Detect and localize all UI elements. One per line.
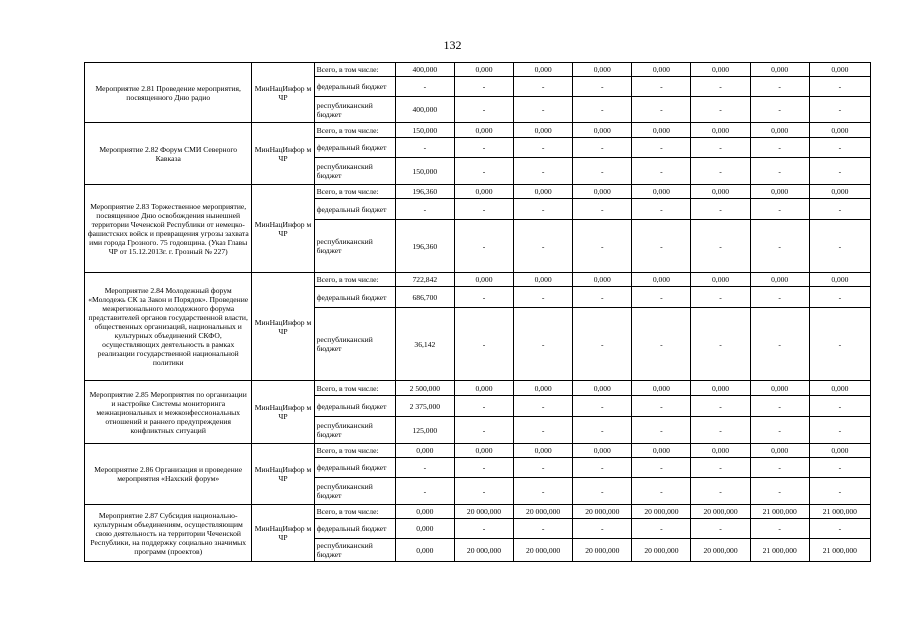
amount-cell: 0,000	[454, 444, 513, 458]
amount-cell: -	[809, 308, 870, 381]
amount-cell: 0,000	[632, 185, 691, 199]
amount-cell: -	[632, 77, 691, 97]
funding-source-cell: федеральный бюджет	[314, 199, 395, 220]
amount-cell: 0,000	[632, 123, 691, 138]
funding-source-cell: республиканский бюджет	[314, 308, 395, 381]
amount-cell: -	[691, 158, 750, 185]
executor-cell: МинНацИнфор м ЧР	[252, 123, 314, 185]
amount-cell: -	[809, 97, 870, 123]
amount-cell: 20 000,000	[514, 539, 573, 562]
amount-cell: -	[750, 458, 809, 478]
amount-cell: -	[514, 308, 573, 381]
amount-cell: -	[632, 158, 691, 185]
amount-cell: -	[632, 199, 691, 220]
amount-cell: -	[691, 458, 750, 478]
amount-cell: -	[750, 158, 809, 185]
amount-cell: 0,000	[573, 63, 632, 77]
amount-cell: 0,000	[514, 185, 573, 199]
amount-cell: 0,000	[395, 539, 454, 562]
amount-cell: 0,000	[809, 444, 870, 458]
amount-cell: 0,000	[750, 63, 809, 77]
amount-cell: 125,000	[395, 417, 454, 444]
amount-cell: -	[691, 138, 750, 158]
amount-cell: -	[750, 287, 809, 308]
amount-cell: 0,000	[454, 63, 513, 77]
amount-cell: -	[809, 458, 870, 478]
amount-cell: -	[809, 199, 870, 220]
amount-cell: -	[632, 417, 691, 444]
amount-cell: -	[809, 158, 870, 185]
amount-cell: -	[691, 417, 750, 444]
amount-cell: 400,000	[395, 63, 454, 77]
amount-cell: 0,000	[632, 63, 691, 77]
amount-cell: 0,000	[691, 444, 750, 458]
amount-cell: -	[809, 138, 870, 158]
amount-cell: 0,000	[573, 273, 632, 287]
amount-cell: 36,142	[395, 308, 454, 381]
amount-cell: -	[750, 97, 809, 123]
amount-cell: -	[454, 478, 513, 505]
amount-cell: 0,000	[632, 444, 691, 458]
amount-cell: 0,000	[454, 381, 513, 396]
amount-cell: -	[750, 417, 809, 444]
amount-cell: -	[809, 77, 870, 97]
amount-cell: -	[691, 220, 750, 273]
event-name-cell: Мероприятие 2.85 Мероприятия по организации и настройке Системы мониторинга межнациональных и межконфессиональных отношений и раннего предупреждения конфликтных ситуаций	[85, 381, 252, 444]
event-name-cell: Мероприятие 2.82 Форум СМИ Северного Кавказа	[85, 123, 252, 185]
amount-cell: -	[395, 458, 454, 478]
amount-cell: -	[573, 97, 632, 123]
executor-cell: МинНацИнфор м ЧР	[252, 381, 314, 444]
funding-source-cell: федеральный бюджет	[314, 77, 395, 97]
funding-source-cell: республиканский бюджет	[314, 97, 395, 123]
amount-cell: -	[454, 158, 513, 185]
executor-cell: МинНацИнфор м ЧР	[252, 185, 314, 273]
amount-cell: -	[514, 519, 573, 539]
amount-cell: 2 500,000	[395, 381, 454, 396]
amount-cell: -	[454, 308, 513, 381]
amount-cell: -	[395, 199, 454, 220]
funding-source-cell: республиканский бюджет	[314, 158, 395, 185]
funding-source-cell: федеральный бюджет	[314, 287, 395, 308]
amount-cell: -	[750, 220, 809, 273]
amount-cell: 0,000	[691, 123, 750, 138]
amount-cell: -	[454, 287, 513, 308]
amount-cell: 20 000,000	[573, 505, 632, 519]
amount-cell: -	[573, 199, 632, 220]
amount-cell: -	[573, 478, 632, 505]
amount-cell: -	[514, 138, 573, 158]
amount-cell: -	[454, 138, 513, 158]
amount-cell: 0,000	[514, 381, 573, 396]
amount-cell: -	[691, 287, 750, 308]
amount-cell: 0,000	[750, 381, 809, 396]
amount-cell: 0,000	[454, 273, 513, 287]
funding-source-cell: Всего, в том числе:	[314, 63, 395, 77]
amount-cell: 0,000	[750, 444, 809, 458]
amount-cell: -	[395, 478, 454, 505]
amount-cell: -	[632, 287, 691, 308]
amount-cell: 0,000	[454, 185, 513, 199]
funding-source-cell: республиканский бюджет	[314, 539, 395, 562]
amount-cell: 0,000	[573, 444, 632, 458]
amount-cell: -	[454, 220, 513, 273]
amount-cell: -	[691, 519, 750, 539]
amount-cell: -	[809, 287, 870, 308]
amount-cell: 400,000	[395, 97, 454, 123]
amount-cell: 20 000,000	[632, 505, 691, 519]
amount-cell: -	[750, 199, 809, 220]
amount-cell: 0,000	[809, 381, 870, 396]
amount-cell: 686,700	[395, 287, 454, 308]
amount-cell: -	[632, 519, 691, 539]
table-row	[85, 273, 871, 287]
amount-cell: 21 000,000	[750, 505, 809, 519]
amount-cell: -	[454, 396, 513, 417]
amount-cell: -	[809, 478, 870, 505]
amount-cell: 0,000	[514, 123, 573, 138]
amount-cell: -	[573, 158, 632, 185]
amount-cell: 21 000,000	[809, 505, 870, 519]
amount-cell: 20 000,000	[454, 505, 513, 519]
funding-source-cell: федеральный бюджет	[314, 458, 395, 478]
amount-cell: -	[454, 199, 513, 220]
amount-cell: -	[573, 220, 632, 273]
amount-cell: 20 000,000	[514, 505, 573, 519]
amount-cell: -	[750, 77, 809, 97]
amount-cell: 0,000	[573, 123, 632, 138]
amount-cell: -	[395, 138, 454, 158]
executor-cell: МинНацИнфор м ЧР	[252, 273, 314, 381]
amount-cell: 0,000	[514, 444, 573, 458]
amount-cell: 2 375,000	[395, 396, 454, 417]
funding-source-cell: Всего, в том числе:	[314, 185, 395, 199]
amount-cell: -	[632, 478, 691, 505]
amount-cell: -	[632, 458, 691, 478]
amount-cell: -	[395, 77, 454, 97]
amount-cell: 0,000	[809, 123, 870, 138]
table-row	[85, 505, 871, 519]
funding-source-cell: Всего, в том числе:	[314, 273, 395, 287]
amount-cell: 20 000,000	[632, 539, 691, 562]
funding-source-cell: федеральный бюджет	[314, 138, 395, 158]
event-name-cell: Мероприятие 2.84 Молодежный форум «Молодежь СК за Закон и Порядок». Проведение межрегионального молодежного форума представителей органов государственной власти, общественных организаций, национальных и культурных объединений СКФО, осуществляющих деятельность в рамках реализации государственной национальной политики	[85, 273, 252, 381]
funding-source-cell: Всего, в том числе:	[314, 505, 395, 519]
amount-cell: -	[454, 77, 513, 97]
amount-cell: 0,000	[573, 381, 632, 396]
funding-source-cell: Всего, в том числе:	[314, 123, 395, 138]
amount-cell: -	[750, 308, 809, 381]
amount-cell: -	[573, 138, 632, 158]
amount-cell: -	[454, 519, 513, 539]
amount-cell: -	[514, 77, 573, 97]
amount-cell: -	[454, 458, 513, 478]
amount-cell: -	[632, 220, 691, 273]
amount-cell: -	[809, 417, 870, 444]
amount-cell: -	[573, 77, 632, 97]
budget-table	[84, 62, 871, 562]
amount-cell: 150,000	[395, 158, 454, 185]
amount-cell: 0,000	[691, 273, 750, 287]
amount-cell: 0,000	[514, 63, 573, 77]
page-number: 132	[443, 38, 462, 52]
table-row	[85, 123, 871, 138]
amount-cell: -	[514, 396, 573, 417]
amount-cell: -	[573, 308, 632, 381]
amount-cell: -	[691, 77, 750, 97]
amount-cell: -	[691, 199, 750, 220]
amount-cell: -	[514, 417, 573, 444]
amount-cell: -	[514, 97, 573, 123]
funding-source-cell: федеральный бюджет	[314, 519, 395, 539]
executor-cell: МинНацИнфор м ЧР	[252, 63, 314, 123]
amount-cell: 0,000	[395, 519, 454, 539]
amount-cell: 0,000	[632, 381, 691, 396]
amount-cell: 0,000	[691, 63, 750, 77]
amount-cell: -	[514, 478, 573, 505]
amount-cell: -	[573, 458, 632, 478]
event-name-cell: Мероприятие 2.86 Организация и проведение мероприятия «Нахский форум»	[85, 444, 252, 505]
funding-source-cell: Всего, в том числе:	[314, 444, 395, 458]
amount-cell: -	[514, 220, 573, 273]
amount-cell: 0,000	[514, 273, 573, 287]
amount-cell: -	[573, 287, 632, 308]
event-name-cell: Мероприятие 2.87 Субсидия национально-культурным объединениям, осуществляющим свою деятельность на территории Чеченской Республики, на поддержку социально значимых программ (проектов)	[85, 505, 252, 562]
amount-cell: 20 000,000	[691, 539, 750, 562]
amount-cell: -	[691, 396, 750, 417]
amount-cell: -	[809, 220, 870, 273]
table-row	[85, 63, 871, 77]
amount-cell: 0,000	[750, 123, 809, 138]
table-row	[85, 381, 871, 396]
event-name-cell: Мероприятие 2.81 Проведение мероприятия, посвященного Дню радио	[85, 63, 252, 123]
amount-cell: 20 000,000	[454, 539, 513, 562]
amount-cell: -	[809, 519, 870, 539]
amount-cell: -	[691, 308, 750, 381]
funding-source-cell: республиканский бюджет	[314, 478, 395, 505]
amount-cell: -	[573, 519, 632, 539]
amount-cell: 20 000,000	[573, 539, 632, 562]
amount-cell: 21 000,000	[809, 539, 870, 562]
amount-cell: 722,842	[395, 273, 454, 287]
amount-cell: -	[632, 97, 691, 123]
amount-cell: 0,000	[573, 185, 632, 199]
amount-cell: 0,000	[632, 273, 691, 287]
amount-cell: -	[632, 138, 691, 158]
amount-cell: -	[750, 396, 809, 417]
amount-cell: -	[573, 417, 632, 444]
funding-source-cell: республиканский бюджет	[314, 417, 395, 444]
amount-cell: -	[514, 287, 573, 308]
amount-cell: -	[514, 458, 573, 478]
amount-cell: 0,000	[750, 185, 809, 199]
amount-cell: -	[750, 478, 809, 505]
amount-cell: 196,360	[395, 185, 454, 199]
amount-cell: 0,000	[809, 63, 870, 77]
amount-cell: -	[454, 417, 513, 444]
amount-cell: 0,000	[809, 185, 870, 199]
table-body	[85, 63, 871, 562]
amount-cell: 0,000	[809, 273, 870, 287]
amount-cell: -	[691, 97, 750, 123]
amount-cell: 21 000,000	[750, 539, 809, 562]
amount-cell: -	[691, 478, 750, 505]
amount-cell: -	[750, 519, 809, 539]
amount-cell: -	[454, 97, 513, 123]
amount-cell: -	[809, 396, 870, 417]
amount-cell: 0,000	[691, 185, 750, 199]
amount-cell: 20 000,000	[691, 505, 750, 519]
table-row	[85, 185, 871, 199]
funding-source-cell: республиканский бюджет	[314, 220, 395, 273]
amount-cell: 0,000	[395, 444, 454, 458]
amount-cell: 0,000	[454, 123, 513, 138]
amount-cell: -	[573, 396, 632, 417]
executor-cell: МинНацИнфор м ЧР	[252, 444, 314, 505]
amount-cell: -	[514, 199, 573, 220]
amount-cell: -	[632, 396, 691, 417]
amount-cell: 196,360	[395, 220, 454, 273]
amount-cell: 150,000	[395, 123, 454, 138]
funding-source-cell: федеральный бюджет	[314, 396, 395, 417]
executor-cell: МинНацИнфор м ЧР	[252, 505, 314, 562]
table-row	[85, 444, 871, 458]
funding-source-cell: Всего, в том числе:	[314, 381, 395, 396]
amount-cell: -	[514, 158, 573, 185]
amount-cell: -	[750, 138, 809, 158]
amount-cell: -	[632, 308, 691, 381]
amount-cell: 0,000	[691, 381, 750, 396]
amount-cell: 0,000	[750, 273, 809, 287]
amount-cell: 0,000	[395, 505, 454, 519]
event-name-cell: Мероприятие 2.83 Торжественное мероприятие, посвященное Дню освобождения нынешней территории Чеченской Республики от немецко-фашистских войск и превращения угрозы захвата ими города Грозного. 75 годовщина. (Указ Главы ЧР от 15.12.2013г. г. Грозный № 227)	[85, 185, 252, 273]
